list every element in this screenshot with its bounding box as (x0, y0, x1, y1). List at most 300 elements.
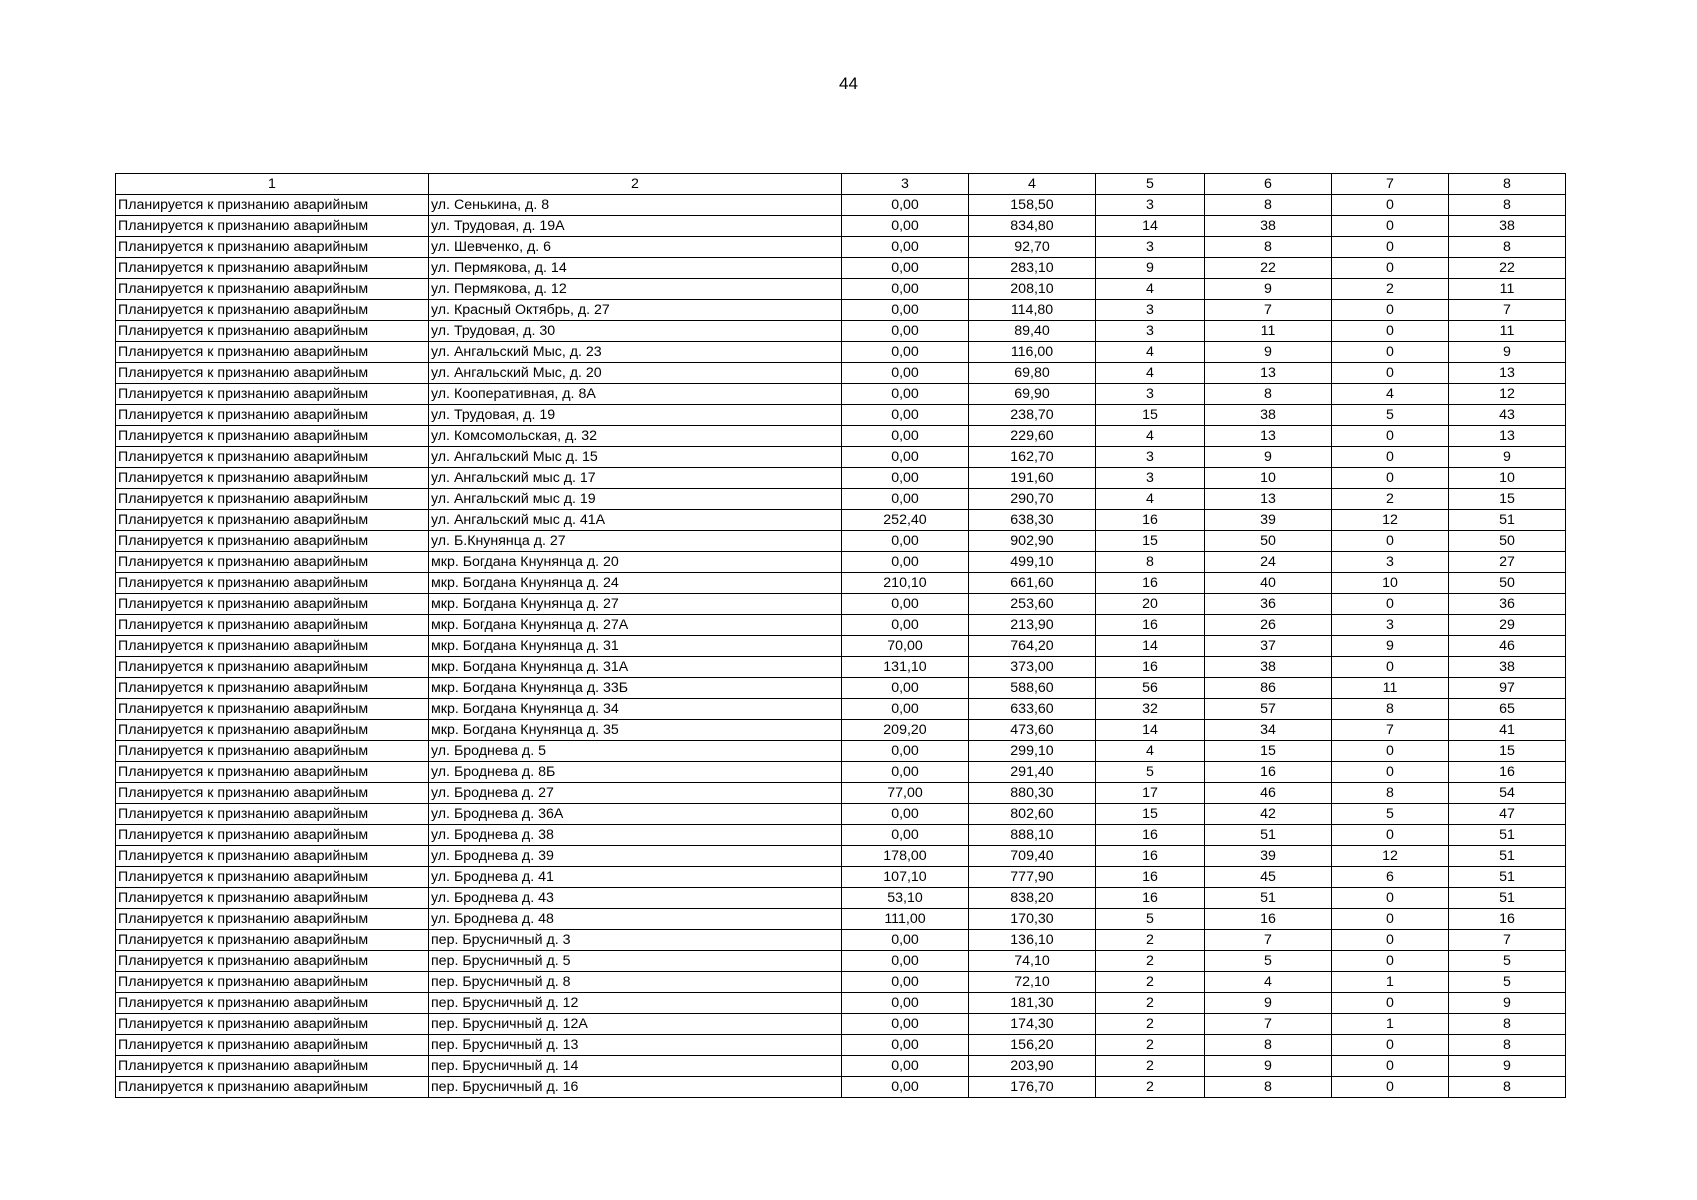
value-6-cell: 38 (1205, 657, 1332, 678)
value-6-cell: 24 (1205, 552, 1332, 573)
value-7-cell: 0 (1332, 825, 1449, 846)
status-cell: Планируется к признанию аварийным (116, 762, 429, 783)
value-6-cell: 51 (1205, 888, 1332, 909)
table-row (116, 720, 1566, 741)
value-6-cell: 13 (1205, 426, 1332, 447)
value-5-cell: 5 (1096, 762, 1205, 783)
value-8-cell: 36 (1449, 594, 1566, 615)
value-6-cell: 11 (1205, 321, 1332, 342)
status-cell: Планируется к признанию аварийным (116, 1056, 429, 1077)
table-row (116, 216, 1566, 237)
value-7-cell: 0 (1332, 237, 1449, 258)
address-cell: ул. Трудовая, д. 19А (429, 216, 842, 237)
value-3-cell: 178,00 (842, 846, 969, 867)
housing-registry-table (115, 173, 1566, 1098)
value-8-cell: 13 (1449, 363, 1566, 384)
value-4-cell: 203,90 (969, 1056, 1096, 1077)
value-7-cell: 0 (1332, 762, 1449, 783)
value-4-cell: 902,90 (969, 531, 1096, 552)
value-5-cell: 3 (1096, 468, 1205, 489)
value-7-cell: 11 (1332, 678, 1449, 699)
value-3-cell: 0,00 (842, 699, 969, 720)
table-row (116, 636, 1566, 657)
value-5-cell: 2 (1096, 951, 1205, 972)
value-7-cell: 0 (1332, 594, 1449, 615)
value-4-cell: 709,40 (969, 846, 1096, 867)
value-4-cell: 283,10 (969, 258, 1096, 279)
table-row (116, 762, 1566, 783)
value-8-cell: 47 (1449, 804, 1566, 825)
value-3-cell: 0,00 (842, 741, 969, 762)
value-6-cell: 57 (1205, 699, 1332, 720)
value-4-cell: 633,60 (969, 699, 1096, 720)
value-3-cell: 111,00 (842, 909, 969, 930)
value-8-cell: 50 (1449, 573, 1566, 594)
value-7-cell: 0 (1332, 258, 1449, 279)
value-8-cell: 22 (1449, 258, 1566, 279)
value-3-cell: 107,10 (842, 867, 969, 888)
value-8-cell: 38 (1449, 657, 1566, 678)
table-row (116, 321, 1566, 342)
value-3-cell: 0,00 (842, 1014, 969, 1035)
value-4-cell: 181,30 (969, 993, 1096, 1014)
table-row (116, 1014, 1566, 1035)
address-cell: мкр. Богдана Кнунянца д. 35 (429, 720, 842, 741)
address-cell: ул. Броднева д. 36А (429, 804, 842, 825)
address-cell: пер. Брусничный д. 8 (429, 972, 842, 993)
table-row (116, 1035, 1566, 1056)
value-8-cell: 5 (1449, 951, 1566, 972)
table-row (116, 426, 1566, 447)
value-8-cell: 8 (1449, 1077, 1566, 1098)
value-8-cell: 51 (1449, 825, 1566, 846)
value-4-cell: 92,70 (969, 237, 1096, 258)
value-8-cell: 8 (1449, 1014, 1566, 1035)
value-7-cell: 3 (1332, 552, 1449, 573)
value-7-cell: 3 (1332, 615, 1449, 636)
value-3-cell: 0,00 (842, 468, 969, 489)
value-6-cell: 37 (1205, 636, 1332, 657)
value-7-cell: 0 (1332, 195, 1449, 216)
value-7-cell: 2 (1332, 279, 1449, 300)
status-cell: Планируется к признанию аварийным (116, 279, 429, 300)
status-cell: Планируется к признанию аварийным (116, 342, 429, 363)
address-cell: ул. Ангальский мыс д. 19 (429, 489, 842, 510)
value-6-cell: 15 (1205, 741, 1332, 762)
value-8-cell: 7 (1449, 930, 1566, 951)
status-cell: Планируется к признанию аварийным (116, 909, 429, 930)
value-4-cell: 253,60 (969, 594, 1096, 615)
value-7-cell: 0 (1332, 1077, 1449, 1098)
value-3-cell: 0,00 (842, 342, 969, 363)
value-7-cell: 0 (1332, 1035, 1449, 1056)
address-cell: ул. Сенькина, д. 8 (429, 195, 842, 216)
value-3-cell: 0,00 (842, 426, 969, 447)
table-row (116, 342, 1566, 363)
column-header: 6 (1205, 174, 1332, 195)
column-header: 2 (429, 174, 842, 195)
value-5-cell: 16 (1096, 573, 1205, 594)
value-6-cell: 45 (1205, 867, 1332, 888)
value-3-cell: 0,00 (842, 384, 969, 405)
value-7-cell: 4 (1332, 384, 1449, 405)
status-cell: Планируется к признанию аварийным (116, 258, 429, 279)
value-6-cell: 16 (1205, 909, 1332, 930)
value-3-cell: 0,00 (842, 594, 969, 615)
value-8-cell: 16 (1449, 762, 1566, 783)
value-5-cell: 16 (1096, 615, 1205, 636)
status-cell: Планируется к признанию аварийным (116, 825, 429, 846)
value-8-cell: 51 (1449, 867, 1566, 888)
value-7-cell: 0 (1332, 909, 1449, 930)
value-8-cell: 11 (1449, 279, 1566, 300)
status-cell: Планируется к признанию аварийным (116, 657, 429, 678)
value-3-cell: 0,00 (842, 447, 969, 468)
value-8-cell: 9 (1449, 993, 1566, 1014)
status-cell: Планируется к признанию аварийным (116, 804, 429, 825)
table-row (116, 1056, 1566, 1077)
address-cell: мкр. Богдана Кнунянца д. 31 (429, 636, 842, 657)
value-5-cell: 4 (1096, 342, 1205, 363)
value-7-cell: 0 (1332, 531, 1449, 552)
value-8-cell: 54 (1449, 783, 1566, 804)
value-4-cell: 162,70 (969, 447, 1096, 468)
value-8-cell: 46 (1449, 636, 1566, 657)
value-6-cell: 8 (1205, 384, 1332, 405)
value-3-cell: 0,00 (842, 825, 969, 846)
value-8-cell: 8 (1449, 195, 1566, 216)
value-4-cell: 588,60 (969, 678, 1096, 699)
status-cell: Планируется к признанию аварийным (116, 720, 429, 741)
value-7-cell: 0 (1332, 447, 1449, 468)
table-row (116, 573, 1566, 594)
status-cell: Планируется к признанию аварийным (116, 930, 429, 951)
value-5-cell: 4 (1096, 426, 1205, 447)
value-8-cell: 43 (1449, 405, 1566, 426)
table-row (116, 888, 1566, 909)
value-6-cell: 46 (1205, 783, 1332, 804)
value-8-cell: 13 (1449, 426, 1566, 447)
table-row (116, 195, 1566, 216)
value-7-cell: 0 (1332, 321, 1449, 342)
value-7-cell: 10 (1332, 573, 1449, 594)
value-3-cell: 0,00 (842, 405, 969, 426)
value-6-cell: 39 (1205, 510, 1332, 531)
address-cell: ул. Броднева д. 8Б (429, 762, 842, 783)
value-3-cell: 209,20 (842, 720, 969, 741)
address-cell: ул. Броднева д. 43 (429, 888, 842, 909)
value-6-cell: 36 (1205, 594, 1332, 615)
table-row (116, 657, 1566, 678)
value-6-cell: 13 (1205, 489, 1332, 510)
column-header: 1 (116, 174, 429, 195)
status-cell: Планируется к признанию аварийным (116, 216, 429, 237)
value-6-cell: 38 (1205, 405, 1332, 426)
value-6-cell: 51 (1205, 825, 1332, 846)
value-4-cell: 764,20 (969, 636, 1096, 657)
value-3-cell: 0,00 (842, 678, 969, 699)
value-6-cell: 10 (1205, 468, 1332, 489)
value-3-cell: 0,00 (842, 216, 969, 237)
value-3-cell: 0,00 (842, 258, 969, 279)
table-row (116, 237, 1566, 258)
value-4-cell: 880,30 (969, 783, 1096, 804)
status-cell: Планируется к признанию аварийным (116, 783, 429, 804)
value-5-cell: 5 (1096, 909, 1205, 930)
value-3-cell: 0,00 (842, 1077, 969, 1098)
value-4-cell: 72,10 (969, 972, 1096, 993)
value-5-cell: 4 (1096, 363, 1205, 384)
value-6-cell: 9 (1205, 342, 1332, 363)
value-4-cell: 136,10 (969, 930, 1096, 951)
value-4-cell: 834,80 (969, 216, 1096, 237)
status-cell: Планируется к признанию аварийным (116, 888, 429, 909)
value-6-cell: 13 (1205, 363, 1332, 384)
address-cell: пер. Брусничный д. 3 (429, 930, 842, 951)
value-6-cell: 9 (1205, 993, 1332, 1014)
value-5-cell: 15 (1096, 804, 1205, 825)
value-4-cell: 499,10 (969, 552, 1096, 573)
value-5-cell: 3 (1096, 237, 1205, 258)
column-header: 7 (1332, 174, 1449, 195)
value-3-cell: 131,10 (842, 657, 969, 678)
table-row (116, 1077, 1566, 1098)
value-4-cell: 208,10 (969, 279, 1096, 300)
table-row (116, 699, 1566, 720)
value-8-cell: 16 (1449, 909, 1566, 930)
status-cell: Планируется к признанию аварийным (116, 1077, 429, 1098)
address-cell: пер. Брусничный д. 12А (429, 1014, 842, 1035)
value-4-cell: 229,60 (969, 426, 1096, 447)
value-5-cell: 16 (1096, 846, 1205, 867)
value-3-cell: 0,00 (842, 279, 969, 300)
value-6-cell: 34 (1205, 720, 1332, 741)
address-cell: ул. Ангальский мыс д. 17 (429, 468, 842, 489)
address-cell: ул. Броднева д. 27 (429, 783, 842, 804)
value-6-cell: 8 (1205, 1035, 1332, 1056)
value-5-cell: 16 (1096, 510, 1205, 531)
value-4-cell: 373,00 (969, 657, 1096, 678)
value-8-cell: 65 (1449, 699, 1566, 720)
value-4-cell: 69,90 (969, 384, 1096, 405)
value-8-cell: 15 (1449, 741, 1566, 762)
address-cell: мкр. Богдана Кнунянца д. 31А (429, 657, 842, 678)
value-7-cell: 0 (1332, 216, 1449, 237)
value-5-cell: 2 (1096, 993, 1205, 1014)
value-8-cell: 50 (1449, 531, 1566, 552)
value-7-cell: 0 (1332, 342, 1449, 363)
table-row (116, 405, 1566, 426)
value-7-cell: 5 (1332, 405, 1449, 426)
value-7-cell: 12 (1332, 846, 1449, 867)
value-5-cell: 3 (1096, 447, 1205, 468)
value-7-cell: 5 (1332, 804, 1449, 825)
value-5-cell: 17 (1096, 783, 1205, 804)
value-4-cell: 158,50 (969, 195, 1096, 216)
address-cell: мкр. Богдана Кнунянца д. 27 (429, 594, 842, 615)
value-6-cell: 16 (1205, 762, 1332, 783)
value-3-cell: 0,00 (842, 951, 969, 972)
value-3-cell: 0,00 (842, 1056, 969, 1077)
status-cell: Планируется к признанию аварийным (116, 321, 429, 342)
status-cell: Планируется к признанию аварийным (116, 993, 429, 1014)
value-3-cell: 252,40 (842, 510, 969, 531)
status-cell: Планируется к признанию аварийным (116, 468, 429, 489)
value-7-cell: 0 (1332, 993, 1449, 1014)
table-row (116, 930, 1566, 951)
value-8-cell: 51 (1449, 846, 1566, 867)
value-6-cell: 86 (1205, 678, 1332, 699)
value-5-cell: 2 (1096, 1056, 1205, 1077)
value-4-cell: 777,90 (969, 867, 1096, 888)
value-5-cell: 15 (1096, 405, 1205, 426)
status-cell: Планируется к признанию аварийным (116, 741, 429, 762)
status-cell: Планируется к признанию аварийным (116, 405, 429, 426)
value-3-cell: 0,00 (842, 195, 969, 216)
value-8-cell: 41 (1449, 720, 1566, 741)
table-row (116, 510, 1566, 531)
table-header (116, 174, 1566, 195)
address-cell: ул. Б.Кнунянца д. 27 (429, 531, 842, 552)
value-6-cell: 39 (1205, 846, 1332, 867)
value-7-cell: 0 (1332, 951, 1449, 972)
table-row (116, 300, 1566, 321)
status-cell: Планируется к признанию аварийным (116, 447, 429, 468)
value-3-cell: 0,00 (842, 993, 969, 1014)
value-3-cell: 0,00 (842, 972, 969, 993)
value-8-cell: 51 (1449, 510, 1566, 531)
value-5-cell: 56 (1096, 678, 1205, 699)
value-8-cell: 9 (1449, 447, 1566, 468)
value-3-cell: 0,00 (842, 930, 969, 951)
value-8-cell: 8 (1449, 1035, 1566, 1056)
value-4-cell: 170,30 (969, 909, 1096, 930)
value-5-cell: 2 (1096, 972, 1205, 993)
value-3-cell: 210,10 (842, 573, 969, 594)
value-7-cell: 7 (1332, 720, 1449, 741)
value-6-cell: 42 (1205, 804, 1332, 825)
value-8-cell: 8 (1449, 237, 1566, 258)
value-6-cell: 5 (1205, 951, 1332, 972)
value-4-cell: 74,10 (969, 951, 1096, 972)
value-6-cell: 38 (1205, 216, 1332, 237)
status-cell: Планируется к признанию аварийным (116, 951, 429, 972)
value-7-cell: 8 (1332, 783, 1449, 804)
value-4-cell: 116,00 (969, 342, 1096, 363)
value-6-cell: 8 (1205, 1077, 1332, 1098)
column-header: 5 (1096, 174, 1205, 195)
address-cell: ул. Красный Октябрь, д. 27 (429, 300, 842, 321)
value-5-cell: 20 (1096, 594, 1205, 615)
value-6-cell: 7 (1205, 930, 1332, 951)
value-7-cell: 0 (1332, 426, 1449, 447)
value-5-cell: 2 (1096, 930, 1205, 951)
value-5-cell: 4 (1096, 741, 1205, 762)
value-7-cell: 8 (1332, 699, 1449, 720)
value-4-cell: 802,60 (969, 804, 1096, 825)
value-3-cell: 0,00 (842, 762, 969, 783)
value-6-cell: 22 (1205, 258, 1332, 279)
value-5-cell: 4 (1096, 489, 1205, 510)
address-cell: ул. Ангальский мыс д. 41А (429, 510, 842, 531)
value-8-cell: 51 (1449, 888, 1566, 909)
table-row (116, 615, 1566, 636)
value-6-cell: 7 (1205, 1014, 1332, 1035)
address-cell: пер. Брусничный д. 14 (429, 1056, 842, 1077)
status-cell: Планируется к признанию аварийным (116, 867, 429, 888)
value-6-cell: 7 (1205, 300, 1332, 321)
status-cell: Планируется к признанию аварийным (116, 678, 429, 699)
value-6-cell: 4 (1205, 972, 1332, 993)
value-7-cell: 0 (1332, 888, 1449, 909)
table-row (116, 972, 1566, 993)
table-row (116, 489, 1566, 510)
address-cell: ул. Броднева д. 5 (429, 741, 842, 762)
column-header: 3 (842, 174, 969, 195)
address-cell: ул. Броднева д. 38 (429, 825, 842, 846)
value-4-cell: 661,60 (969, 573, 1096, 594)
value-3-cell: 0,00 (842, 615, 969, 636)
value-6-cell: 8 (1205, 195, 1332, 216)
table-row (116, 258, 1566, 279)
value-5-cell: 14 (1096, 216, 1205, 237)
address-cell: пер. Брусничный д. 12 (429, 993, 842, 1014)
value-5-cell: 14 (1096, 636, 1205, 657)
value-4-cell: 299,10 (969, 741, 1096, 762)
value-4-cell: 89,40 (969, 321, 1096, 342)
value-8-cell: 5 (1449, 972, 1566, 993)
value-3-cell: 0,00 (842, 1035, 969, 1056)
status-cell: Планируется к признанию аварийным (116, 426, 429, 447)
value-8-cell: 9 (1449, 1056, 1566, 1077)
value-5-cell: 3 (1096, 195, 1205, 216)
address-cell: ул. Броднева д. 41 (429, 867, 842, 888)
value-4-cell: 156,20 (969, 1035, 1096, 1056)
value-4-cell: 213,90 (969, 615, 1096, 636)
status-cell: Планируется к признанию аварийным (116, 972, 429, 993)
value-3-cell: 77,00 (842, 783, 969, 804)
value-4-cell: 238,70 (969, 405, 1096, 426)
status-cell: Планируется к признанию аварийным (116, 384, 429, 405)
status-cell: Планируется к признанию аварийным (116, 573, 429, 594)
value-4-cell: 888,10 (969, 825, 1096, 846)
value-4-cell: 174,30 (969, 1014, 1096, 1035)
status-cell: Планируется к признанию аварийным (116, 1035, 429, 1056)
value-5-cell: 3 (1096, 321, 1205, 342)
value-8-cell: 12 (1449, 384, 1566, 405)
table-body (116, 195, 1566, 1098)
value-3-cell: 0,00 (842, 363, 969, 384)
status-cell: Планируется к признанию аварийным (116, 195, 429, 216)
value-4-cell: 114,80 (969, 300, 1096, 321)
status-cell: Планируется к признанию аварийным (116, 510, 429, 531)
value-5-cell: 15 (1096, 531, 1205, 552)
value-3-cell: 70,00 (842, 636, 969, 657)
table-row (116, 447, 1566, 468)
value-7-cell: 0 (1332, 657, 1449, 678)
table-row (116, 552, 1566, 573)
value-6-cell: 8 (1205, 237, 1332, 258)
address-cell: мкр. Богдана Кнунянца д. 20 (429, 552, 842, 573)
address-cell: ул. Трудовая, д. 30 (429, 321, 842, 342)
value-5-cell: 3 (1096, 300, 1205, 321)
value-4-cell: 69,80 (969, 363, 1096, 384)
address-cell: ул. Шевченко, д. 6 (429, 237, 842, 258)
table-row (116, 384, 1566, 405)
value-7-cell: 6 (1332, 867, 1449, 888)
value-5-cell: 8 (1096, 552, 1205, 573)
value-5-cell: 2 (1096, 1035, 1205, 1056)
